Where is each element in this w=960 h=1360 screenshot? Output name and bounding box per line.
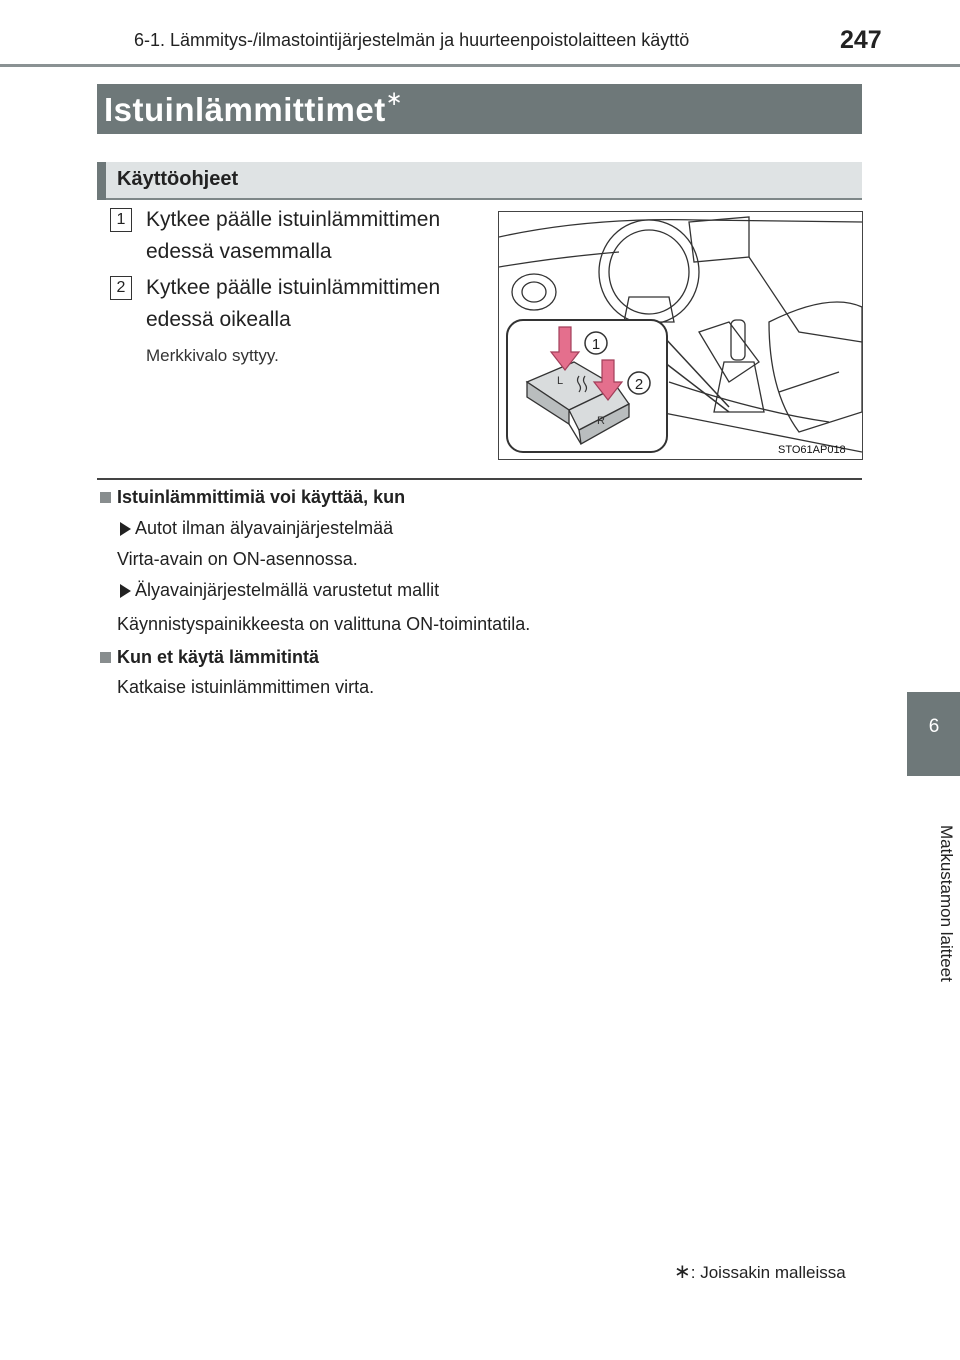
seat-outline: [769, 302, 862, 432]
section-1-text-1: Virta-avain on ON-asennossa.: [117, 549, 358, 569]
section-square-icon: [100, 652, 111, 663]
subsection-title: Käyttöohjeet: [117, 168, 239, 190]
page-number: 247: [840, 26, 882, 54]
triangle-bullet-icon: [120, 584, 131, 598]
steering-wheel: [599, 220, 699, 324]
footnote-text: : Joissakin malleissa: [690, 1263, 846, 1282]
switch-label-r: R: [597, 415, 605, 427]
center-console: [699, 322, 759, 382]
step-number-2: 2: [110, 276, 132, 300]
callout-label-1: 1: [591, 336, 601, 353]
section-1-bullet-2: Älyavainjärjestelmällä varustetut mallit: [135, 580, 440, 600]
seat-heater-illustration: [498, 211, 863, 460]
console-display: [689, 217, 749, 262]
step-2-line-2: edessä oikealla: [146, 308, 291, 331]
footnote-asterisk: ∗: [674, 1261, 691, 1283]
section-1-heading: Istuinlämmittimiä voi käyttää, kun: [117, 487, 406, 507]
step-1-line-1: Kytkee päälle istuinlämmittimen: [146, 208, 441, 231]
title-asterisk: ∗: [385, 88, 403, 110]
section-divider: [97, 478, 862, 480]
dashboard-outline: [499, 220, 862, 237]
step-1-line-2: edessä vasemmalla: [146, 240, 332, 263]
air-vent: [512, 274, 556, 310]
section-2-text: Katkaise istuinlämmittimen virta.: [117, 677, 375, 697]
switch-label-l: L: [557, 375, 564, 387]
step-2-text: [146, 272, 440, 336]
callout-connector: [664, 337, 729, 407]
step-number-1: 1: [110, 208, 132, 232]
step-1-text: [146, 204, 440, 268]
step-note: Merkkivalo syttyy.: [146, 346, 279, 365]
triangle-bullet-icon: [120, 522, 131, 536]
subsection-accent-bar: [97, 162, 106, 200]
step-2-line-1: Kytkee päälle istuinlämmittimen: [146, 276, 441, 299]
running-header: 6-1. Lämmitys-/ilmastointijärjestelmän ja huurteenpoistolaitteen käyttö: [134, 30, 690, 50]
illustration-svg: [499, 212, 862, 459]
callout-label-2: 2: [634, 376, 644, 393]
chapter-tab-label: Matkustamon laitteet: [937, 825, 956, 982]
footnote: [674, 1259, 846, 1284]
section-square-icon: [100, 492, 111, 503]
header-rule: [0, 64, 960, 67]
page-title: [104, 90, 403, 129]
section-1-text-2: Käynnistyspainikkeesta on valittuna ON-toimintatila.: [117, 614, 531, 634]
section-1-bullet-1: Autot ilman älyavainjärjestelmää: [135, 518, 394, 538]
chapter-tab-number: 6: [928, 716, 940, 737]
figure-code: STO61AP018: [778, 444, 846, 456]
section-2-heading: Kun et käytä lämmitintä: [117, 647, 320, 667]
page-title-text: Istuinlämmittimet: [104, 91, 386, 128]
